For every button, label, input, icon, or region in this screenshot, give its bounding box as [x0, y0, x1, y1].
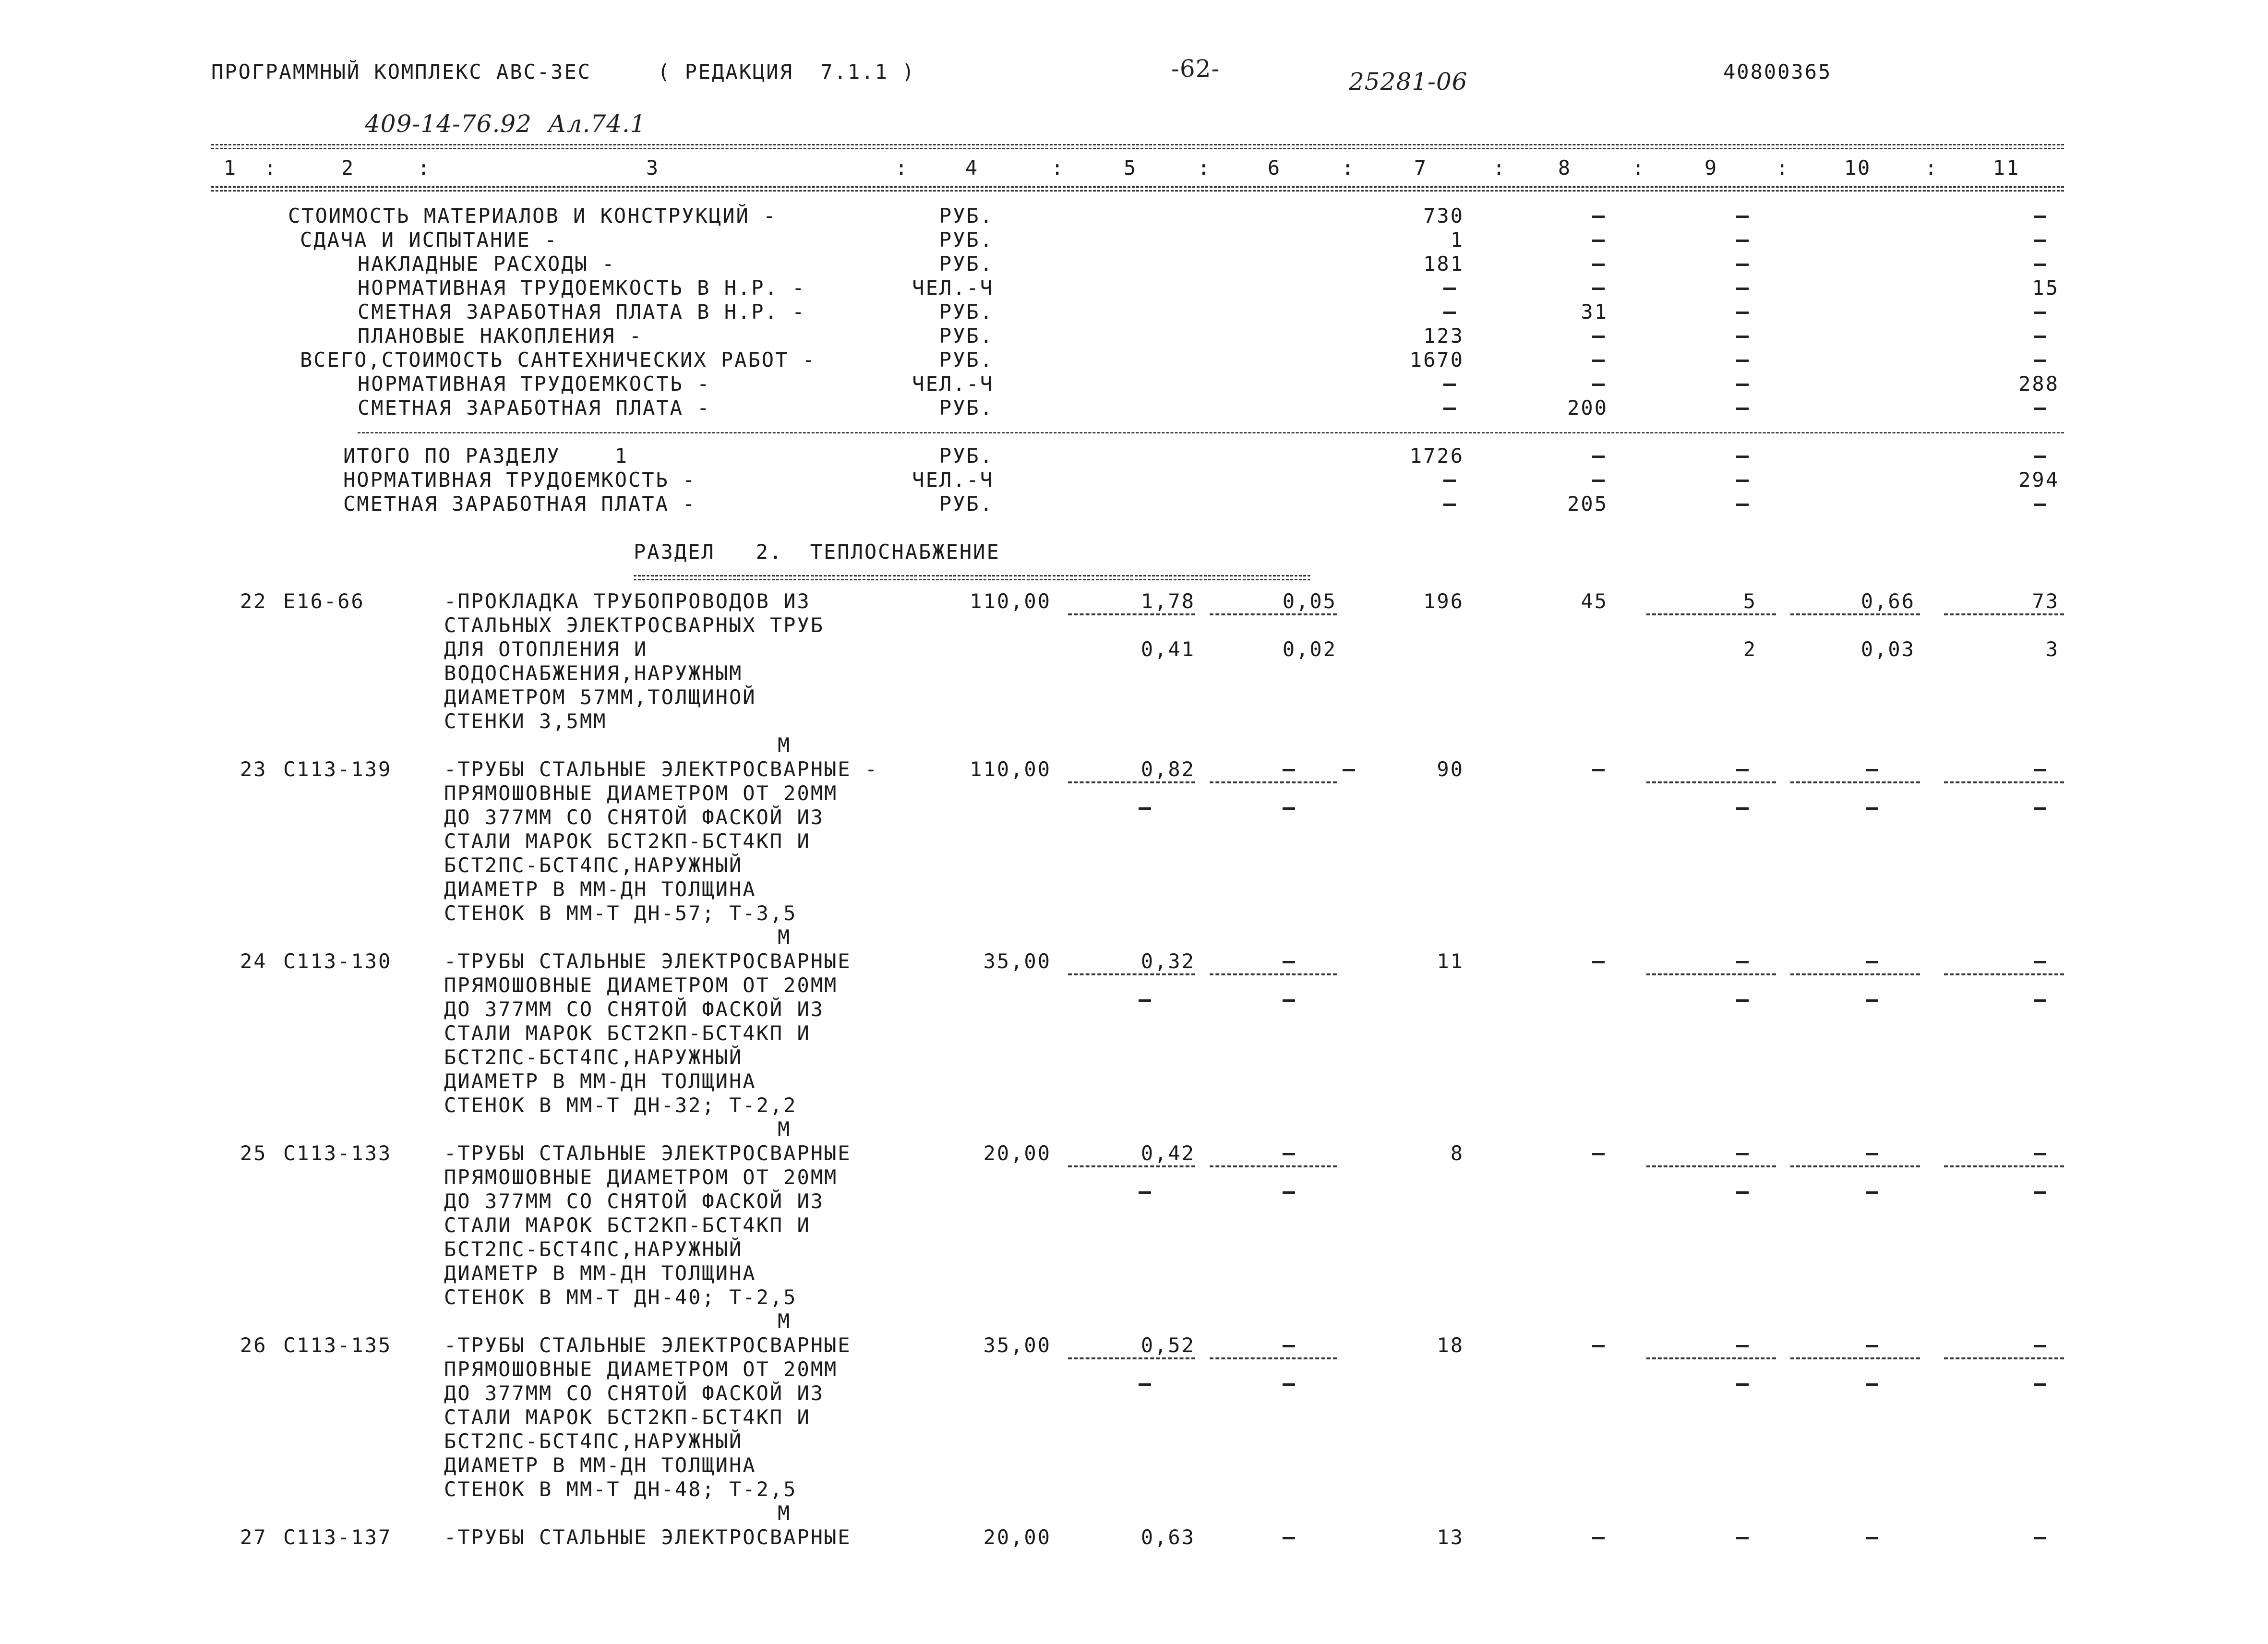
item-description-line: ДИАМЕТР В ММ-ДН ТОЛЩИНА: [444, 1261, 756, 1285]
total-col8: 205: [1567, 492, 1608, 516]
column-header-7: 7: [1414, 156, 1428, 180]
column-separator: :: [264, 156, 278, 180]
summary-line-unit: РУБ.: [939, 228, 994, 252]
column-separator: :: [1493, 156, 1507, 180]
item-unit: М: [778, 1501, 792, 1525]
item-code: С113-139: [283, 757, 392, 781]
col5-underline: [1068, 613, 1195, 615]
item-col5-lower: 0,41: [1140, 637, 1195, 661]
total-col9-dash: [1736, 480, 1749, 482]
item-description-line: СТАЛЬНЫХ ЭЛЕКТРОСВАРНЫХ ТРУБ: [444, 613, 825, 637]
summary-line-label: ПЛАНОВЫЕ НАКОПЛЕНИЯ -: [358, 324, 643, 348]
item-description-line: ДО 377ММ СО СНЯТОЙ ФАСКОЙ ИЗ: [444, 1189, 825, 1213]
total-col7-dash: [1443, 480, 1456, 482]
item-quantity: 35,00: [983, 1333, 1051, 1357]
col11-underline: [1944, 613, 2064, 615]
column-header-8: 8: [1558, 156, 1572, 180]
item-description-line: ДЛЯ ОТОПЛЕНИЯ И: [444, 637, 648, 661]
column-separator: :: [1051, 156, 1065, 180]
item-col8-dash: [1592, 1153, 1605, 1155]
item-col9-lower-dash: [1736, 999, 1749, 1002]
item-col5-lower-dash: [1139, 807, 1151, 810]
total-col8-dash: [1592, 480, 1605, 482]
item-col10-dash: [1866, 769, 1878, 771]
column-header-4: 4: [965, 156, 979, 180]
program-title: ПРОГРАММНЫЙ КОМПЛЕКС АВС-ЗЕС: [211, 60, 592, 84]
item-unit: М: [778, 1117, 792, 1141]
item-col10-dash: [1866, 1345, 1878, 1347]
col5-underline: [1068, 973, 1195, 975]
summary-line-label: НАКЛАДНЫЕ РАСХОДЫ -: [358, 252, 616, 276]
item-description-line: БСТ2ПС-БСТ4ПС,НАРУЖНЫЙ: [444, 853, 743, 877]
total-line-label: НОРМАТИВНАЯ ТРУДОЕМКОСТЬ -: [343, 468, 696, 492]
summary-col7: 1670: [1409, 348, 1464, 372]
item-code: Е16-66: [283, 589, 365, 613]
col11-underline: [1944, 1165, 2064, 1167]
item-description-line: СТЕНОК В ММ-Т ДН-32; Т-2,2: [444, 1093, 797, 1117]
summary-col11-dash: [2034, 264, 2046, 266]
summary-col8-dash: [1592, 216, 1605, 218]
column-separator: :: [418, 156, 432, 180]
total-col11: 294: [2018, 468, 2059, 492]
item-description-line: ДИАМЕТР В ММ-ДН ТОЛЩИНА: [444, 877, 756, 901]
summary-line-unit: ЧЕЛ.-Ч: [912, 276, 994, 300]
item-col7: 196: [1423, 589, 1464, 613]
column-separator: :: [1632, 156, 1646, 180]
item-description-line: СТАЛИ МАРОК БСТ2КП-БСТ4КП И: [444, 1021, 811, 1045]
col9-underline: [1646, 973, 1776, 975]
item-description-line: СТАЛИ МАРОК БСТ2КП-БСТ4КП И: [444, 1213, 811, 1237]
item-col6-lower: 0,02: [1282, 637, 1337, 661]
summary-col7: 181: [1423, 252, 1464, 276]
section-title-underline: [634, 575, 1310, 580]
item-description-line: СТАЛИ МАРОК БСТ2КП-БСТ4КП И: [444, 829, 811, 853]
column-separator: :: [1342, 156, 1356, 180]
item-quantity: 110,00: [970, 589, 1051, 613]
item-col10-lower: 0,03: [1860, 637, 1915, 661]
column-header-5: 5: [1123, 156, 1138, 180]
item-description-line: ПРЯМОШОВНЫЕ ДИАМЕТРОМ ОТ 20ММ: [444, 1357, 838, 1381]
summary-col7: 1: [1450, 228, 1464, 252]
column-header-11: 11: [1992, 156, 2020, 180]
total-line-label: СМЕТНАЯ ЗАРАБОТНАЯ ПЛАТА -: [343, 492, 696, 516]
col9-underline: [1646, 613, 1776, 615]
item-col7: 8: [1450, 1141, 1464, 1165]
item-col11-lower-dash: [2034, 1383, 2046, 1386]
item-number: 26: [240, 1333, 267, 1357]
summary-line-unit: РУБ.: [939, 300, 994, 324]
summary-line-label: СДАЧА И ИСПЫТАНИЕ -: [300, 228, 558, 252]
item-col5: 1,78: [1140, 589, 1195, 613]
item-description-line: ПРЯМОШОВНЫЕ ДИАМЕТРОМ ОТ 20ММ: [444, 1165, 838, 1189]
summary-col7: 123: [1423, 324, 1464, 348]
item-description-line: ПРЯМОШОВНЫЕ ДИАМЕТРОМ ОТ 20ММ: [444, 781, 838, 805]
item-col7: 90: [1437, 757, 1464, 781]
col10-underline: [1790, 781, 1920, 783]
page-number: -62-: [1171, 55, 1220, 83]
summary-line-unit: РУБ.: [939, 324, 994, 348]
item-col11-lower: 3: [2045, 637, 2059, 661]
item-unit: М: [778, 1309, 792, 1333]
col6-underline: [1210, 613, 1337, 615]
item-unit: М: [778, 925, 792, 949]
col11-underline: [1944, 973, 2064, 975]
item-col11-lower-dash: [2034, 807, 2046, 810]
item-col11-dash: [2034, 769, 2046, 771]
item-col11: 73: [2032, 589, 2059, 613]
summary-col8-dash: [1592, 264, 1605, 266]
item-col9-lower-dash: [1736, 807, 1749, 810]
item-col6: 0,05: [1282, 589, 1337, 613]
summary-line-unit: РУБ.: [939, 396, 994, 420]
col9-underline: [1646, 781, 1776, 783]
item-description-line: БСТ2ПС-БСТ4ПС,НАРУЖНЫЙ: [444, 1237, 743, 1261]
item-col9-lower-dash: [1736, 1191, 1749, 1194]
item-col5: 0,82: [1140, 757, 1195, 781]
item-col11-dash: [2034, 961, 2046, 963]
item-code: С113-135: [283, 1333, 392, 1357]
item-col10-dash: [1866, 1153, 1878, 1155]
total-col11-dash: [2034, 504, 2046, 506]
col9-underline: [1646, 1357, 1776, 1359]
item-col7: 18: [1437, 1333, 1464, 1357]
summary-col11-dash: [2034, 312, 2046, 314]
summary-col11: 288: [2018, 372, 2059, 396]
col6-underline: [1210, 781, 1337, 783]
item-number: 23: [240, 757, 267, 781]
item-col5: 0,42: [1140, 1141, 1195, 1165]
item-col9-dash: [1736, 961, 1749, 963]
item-description-line: СТЕНОК В ММ-Т ДН-57; Т-3,5: [444, 901, 797, 925]
item-col6-lower-dash: [1283, 1383, 1295, 1386]
document-number: 40800365: [1723, 60, 1832, 84]
summary-col11-dash: [2034, 336, 2046, 338]
summary-line-unit: РУБ.: [939, 348, 994, 372]
item-col8-dash: [1592, 1537, 1605, 1539]
summary-line-label: НОРМАТИВНАЯ ТРУДОЕМКОСТЬ В Н.Р. -: [358, 276, 806, 300]
item-col8-dash: [1592, 961, 1605, 963]
item-col8-dash: [1592, 769, 1605, 771]
col5-underline: [1068, 1165, 1195, 1167]
column-header-3: 3: [646, 156, 660, 180]
item-col10-lower-dash: [1866, 1191, 1878, 1194]
total-col11-dash: [2034, 456, 2046, 458]
item-quantity: 20,00: [983, 1141, 1051, 1165]
summary-line-unit: ЧЕЛ.-Ч: [912, 372, 994, 396]
col11-underline: [1944, 781, 2064, 783]
summary-col8-dash: [1592, 240, 1605, 242]
item-col8: 45: [1581, 589, 1608, 613]
summary-col11-dash: [2034, 240, 2046, 242]
col6-underline: [1210, 973, 1337, 975]
item-col9-lower: 2: [1743, 637, 1757, 661]
item-col9-dash: [1736, 769, 1749, 771]
item-description-line: ДО 377ММ СО СНЯТОЙ ФАСКОЙ ИЗ: [444, 997, 825, 1021]
header-rule-top: [211, 144, 2064, 149]
summary-line-unit: РУБ.: [939, 252, 994, 276]
item-col6-lower-dash: [1283, 1191, 1295, 1194]
item-code: С113-137: [283, 1525, 392, 1549]
summary-col7-dash: [1443, 384, 1456, 386]
summary-col8-dash: [1592, 336, 1605, 338]
column-header-10: 10: [1844, 156, 1872, 180]
item-description-line: ПРЯМОШОВНЫЕ ДИАМЕТРОМ ОТ 20ММ: [444, 973, 838, 997]
item-col9: 5: [1743, 589, 1757, 613]
item-col9-dash: [1736, 1153, 1749, 1155]
item-quantity: 110,00: [970, 757, 1051, 781]
col11-underline: [1944, 1357, 2064, 1359]
item-col5-lower-dash: [1139, 1383, 1151, 1386]
summary-col7: 730: [1423, 204, 1464, 228]
item-col9-lower-dash: [1736, 1383, 1749, 1386]
subtotal-rule: [358, 432, 2064, 433]
item-col11-dash: [2034, 1537, 2046, 1539]
col10-underline: [1790, 973, 1920, 975]
item-description-line: -ТРУБЫ СТАЛЬНЫЕ ЭЛЕКТРОСВАРНЫЕ: [444, 949, 852, 973]
item-description-line: БСТ2ПС-БСТ4ПС,НАРУЖНЫЙ: [444, 1429, 743, 1453]
summary-col11-dash: [2034, 408, 2046, 410]
summary-col9-dash: [1736, 360, 1749, 362]
item-col5-lower-dash: [1139, 999, 1151, 1002]
header-rule-bottom: [211, 186, 2064, 192]
summary-col9-dash: [1736, 384, 1749, 386]
item-col11-lower-dash: [2034, 999, 2046, 1002]
item-quantity: 35,00: [983, 949, 1051, 973]
section-title: РАЗДЕЛ 2. ТЕПЛОСНАБЖЕНИЕ: [634, 540, 1000, 564]
column-header-6: 6: [1267, 156, 1282, 180]
item-col10-lower-dash: [1866, 999, 1878, 1002]
total-line-label: ИТОГО ПО РАЗДЕЛУ 1: [343, 444, 629, 468]
column-header-9: 9: [1704, 156, 1718, 180]
item-unit: М: [778, 733, 792, 757]
column-separator: :: [1925, 156, 1939, 180]
total-col8-dash: [1592, 456, 1605, 458]
item-col10-lower-dash: [1866, 807, 1878, 810]
summary-col9-dash: [1736, 336, 1749, 338]
column-separator: :: [895, 156, 909, 180]
item-col11-dash: [2034, 1153, 2046, 1155]
column-separator: :: [1198, 156, 1212, 180]
item-col11-lower-dash: [2034, 1191, 2046, 1194]
col6-underline: [1210, 1165, 1337, 1167]
summary-line-label: СМЕТНАЯ ЗАРАБОТНАЯ ПЛАТА В Н.Р. -: [358, 300, 806, 324]
summary-col9-dash: [1736, 264, 1749, 266]
item-description-line: СТАЛИ МАРОК БСТ2КП-БСТ4КП И: [444, 1405, 811, 1429]
summary-col8: 31: [1581, 300, 1608, 324]
summary-line-label: НОРМАТИВНАЯ ТРУДОЕМКОСТЬ -: [358, 372, 711, 396]
handwritten-reference: 409-14-76.92 Ал.74.1: [365, 110, 646, 138]
item-code: С113-130: [283, 949, 392, 973]
item-col10-dash: [1866, 1537, 1878, 1539]
col5-underline: [1068, 1357, 1195, 1359]
item-description-line: ДИАМЕТРОМ 57ММ,ТОЛЩИНОЙ: [444, 685, 756, 709]
col10-underline: [1790, 613, 1920, 615]
item-description-line: -ТРУБЫ СТАЛЬНЫЕ ЭЛЕКТРОСВАРНЫЕ -: [444, 757, 879, 781]
total-col9-dash: [1736, 456, 1749, 458]
summary-col8-dash: [1592, 384, 1605, 386]
item-col6-lower-dash: [1283, 999, 1295, 1002]
item-description-line: -ТРУБЫ СТАЛЬНЫЕ ЭЛЕКТРОСВАРНЫЕ: [444, 1141, 852, 1165]
column-separator: :: [1776, 156, 1790, 180]
item-col9-dash: [1736, 1345, 1749, 1347]
item-description-line: ДИАМЕТР В ММ-ДН ТОЛЩИНА: [444, 1453, 756, 1477]
item-description-line: СТЕНОК В ММ-Т ДН-40; Т-2,5: [444, 1285, 797, 1309]
item-description-line: ДО 377ММ СО СНЯТОЙ ФАСКОЙ ИЗ: [444, 1381, 825, 1405]
item-col5: 0,32: [1140, 949, 1195, 973]
item-col5-lower-dash: [1139, 1191, 1151, 1194]
summary-col7-dash: [1443, 288, 1456, 290]
item-description-line: ДО 377ММ СО СНЯТОЙ ФАСКОЙ ИЗ: [444, 805, 825, 829]
summary-col8: 200: [1567, 396, 1608, 420]
col6-underline: [1210, 1357, 1337, 1359]
item-description-line: -ТРУБЫ СТАЛЬНЫЕ ЭЛЕКТРОСВАРНЫЕ: [444, 1525, 852, 1549]
item-col7: 13: [1437, 1525, 1464, 1549]
item-code: С113-133: [283, 1141, 392, 1165]
summary-col9-dash: [1736, 312, 1749, 314]
item-col6-lower-dash: [1283, 807, 1295, 810]
item-quantity: 20,00: [983, 1525, 1051, 1549]
summary-line-label: ВСЕГО,СТОИМОСТЬ САНТЕХНИЧЕСКИХ РАБОТ -: [300, 348, 816, 372]
total-line-unit: РУБ.: [939, 444, 994, 468]
item-number: 24: [240, 949, 267, 973]
item-col5: 0,63: [1140, 1525, 1195, 1549]
column-header-1: 1: [223, 156, 238, 180]
col9-underline: [1646, 1165, 1776, 1167]
item-description-line: -ТРУБЫ СТАЛЬНЫЕ ЭЛЕКТРОСВАРНЫЕ: [444, 1333, 852, 1357]
item-description-line: ВОДОСНАБЖЕНИЯ,НАРУЖНЫМ: [444, 661, 743, 685]
total-line-unit: ЧЕЛ.-Ч: [912, 468, 994, 492]
total-col7: 1726: [1409, 444, 1464, 468]
col10-underline: [1790, 1357, 1920, 1359]
item-col5: 0,52: [1140, 1333, 1195, 1357]
item-description-line: БСТ2ПС-БСТ4ПС,НАРУЖНЫЙ: [444, 1045, 743, 1069]
summary-line-label: СТОИМОСТЬ МАТЕРИАЛОВ И КОНСТРУКЦИЙ -: [288, 204, 777, 228]
summary-col9-dash: [1736, 288, 1749, 290]
item-description-line: -ПРОКЛАДКА ТРУБОПРОВОДОВ ИЗ: [444, 589, 811, 613]
item-col10-dash: [1866, 961, 1878, 963]
item-number: 27: [240, 1525, 267, 1549]
summary-col8-dash: [1592, 360, 1605, 362]
summary-col11-dash: [2034, 216, 2046, 218]
column-header-2: 2: [341, 156, 355, 180]
total-line-unit: РУБ.: [939, 492, 994, 516]
item-number: 25: [240, 1141, 267, 1165]
item-description-line: СТЕНОК В ММ-Т ДН-48; Т-2,5: [444, 1477, 797, 1501]
item-col10: 0,66: [1860, 589, 1915, 613]
handwritten-code: 25281-06: [1349, 68, 1468, 96]
item-col8-dash: [1592, 1345, 1605, 1347]
item-col10-lower-dash: [1866, 1383, 1878, 1386]
summary-col11-dash: [2034, 360, 2046, 362]
summary-col9-dash: [1736, 408, 1749, 410]
summary-col9-dash: [1736, 216, 1749, 218]
item-description-line: СТЕНКИ 3,5ММ: [444, 709, 607, 733]
col5-underline: [1068, 781, 1195, 783]
edition-label: ( РЕДАКЦИЯ 7.1.1 ): [658, 60, 916, 84]
item-number: 22: [240, 589, 267, 613]
summary-col11: 15: [2032, 276, 2059, 300]
summary-col9-dash: [1736, 240, 1749, 242]
item-col11-dash: [2034, 1345, 2046, 1347]
summary-line-label: СМЕТНАЯ ЗАРАБОТНАЯ ПЛАТА -: [358, 396, 711, 420]
summary-line-unit: РУБ.: [939, 204, 994, 228]
total-col9-dash: [1736, 504, 1749, 506]
item-col9-dash: [1736, 1537, 1749, 1539]
col10-underline: [1790, 1165, 1920, 1167]
summary-col8-dash: [1592, 288, 1605, 290]
item-description-line: ДИАМЕТР В ММ-ДН ТОЛЩИНА: [444, 1069, 756, 1093]
item-col7: 11: [1437, 949, 1464, 973]
